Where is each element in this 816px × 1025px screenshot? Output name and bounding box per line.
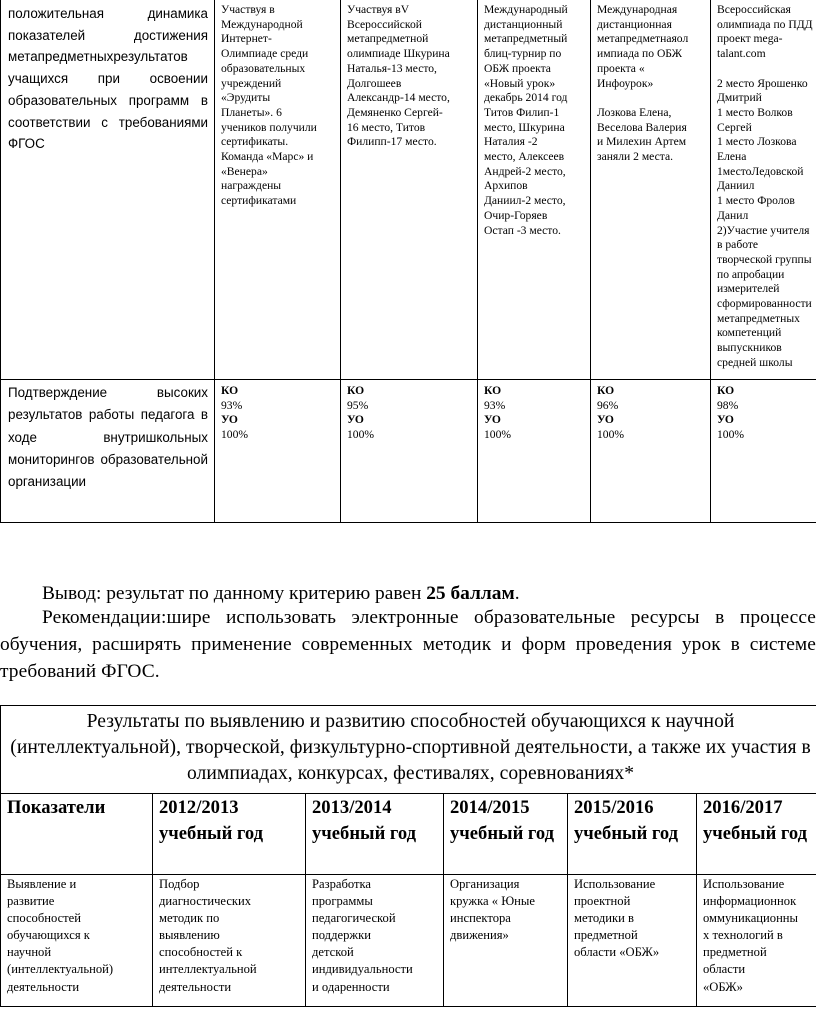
cell-line: развитие [7, 894, 55, 909]
cell-line: деятельности [7, 979, 80, 994]
cell-line: информационнок [703, 894, 797, 909]
cell-line: области [703, 962, 746, 977]
ko-label: КО [484, 384, 502, 397]
cell-line: оммуникационны [703, 911, 799, 926]
cell-line: награждены [221, 179, 282, 193]
cell-line: выявлению [159, 928, 220, 943]
cell-line: образовательных [221, 61, 306, 75]
cell-line: Всероссийской [347, 17, 422, 31]
cell-line: творческой группы [717, 252, 812, 266]
cell-line: Лозкова Елена, [597, 105, 672, 119]
ko-value: 93% [221, 398, 243, 412]
cell-line: Участвуя вV [347, 3, 410, 16]
cell-line: «Новый урок» [484, 76, 556, 90]
cell-line: Александр-14 место, [347, 91, 450, 105]
cell-line: Филипп-17 место. [347, 135, 437, 149]
monitoring-cell-5 [711, 380, 816, 523]
table-row [1, 0, 816, 380]
ko-label: КО [347, 384, 365, 397]
cell-line: Использование [574, 877, 656, 891]
cell-line: Наталья-13 место, [347, 61, 437, 75]
monitoring-cell-2 [341, 380, 478, 523]
cell-line: метапредметнаяол [597, 32, 689, 46]
cell-line: Даниил-2 место, [484, 194, 566, 208]
score-value: 25 баллам [426, 583, 515, 604]
uo-label: УО [347, 413, 364, 427]
cell-line: импиада по ОБЖ [597, 47, 683, 61]
cell-line: программы [312, 894, 373, 909]
cell-line: Участвуя в [221, 3, 275, 16]
result-cell-2 [341, 0, 478, 380]
year-result-cell [306, 875, 444, 1007]
monitoring-cell-3 [478, 380, 591, 523]
conclusion-end: . [514, 583, 520, 604]
indicator-cell [1, 875, 153, 1007]
result-cell-5 [711, 0, 816, 380]
conclusion-paragraph [0, 580, 816, 607]
header-indicators: Показатели [1, 794, 153, 875]
cell-line: дистанционная [597, 17, 672, 31]
ko-value: 98% [717, 398, 739, 412]
cell-line: научной [7, 945, 52, 960]
uo-label: УО [717, 413, 734, 427]
header-school-year: 2013/2014 учебный год [306, 794, 444, 875]
header-school-year: 2015/2016 учебный год [568, 794, 697, 875]
cell-line: «Эрудиты [221, 91, 271, 105]
cell-line: Наталия -2 [484, 135, 538, 149]
cell-line: Веселова Валерия [597, 120, 687, 134]
cell-line: измерителей [717, 282, 780, 296]
result-cell-3 [478, 0, 591, 380]
cell-line: Интернет- [221, 32, 272, 46]
cell-line: педагогической [312, 911, 396, 926]
cell-line: олимпиаде Шкурина [347, 47, 450, 61]
cell-line: «Венера» [221, 164, 268, 178]
abilities-table [0, 705, 816, 1007]
result-cell-4 [591, 0, 711, 380]
cell-line: заняли 2 места. [597, 150, 674, 164]
cell-line: предметной [703, 945, 767, 960]
cell-line: способностей [7, 911, 82, 926]
year-result-cell [444, 875, 568, 1007]
cell-line: talant.com [717, 47, 766, 61]
cell-line: методики в [574, 911, 634, 926]
cell-line: способностей к [159, 945, 243, 960]
cell-line: области «ОБЖ» [574, 945, 660, 960]
ko-label: КО [717, 384, 735, 397]
cell-line: Остап -3 место. [484, 223, 561, 237]
cell-line: и Милехин Артем [597, 135, 687, 149]
ko-value: 95% [347, 398, 369, 412]
uo-value: 100% [597, 428, 625, 442]
table-row [1, 875, 816, 1007]
cell-line: метапредметных [717, 311, 800, 325]
ko-label: КО [221, 384, 239, 397]
year-result-cell [697, 875, 816, 1007]
ko-label: КО [597, 384, 615, 397]
cell-line: Очир-Горяев [484, 208, 548, 222]
cell-line: метапредметной [347, 32, 429, 46]
cell-line: проектной [574, 894, 631, 909]
cell-line: место, Шкурина [484, 120, 565, 134]
uo-value: 100% [347, 428, 375, 442]
uo-label: УО [484, 413, 501, 427]
conclusion-text: Вывод: результат по данному критерию равен [42, 583, 427, 604]
cell-line: 1 место Волков [717, 105, 793, 119]
criterion-text: положительная динамика показателей достижения метапредметныхрезультатов учащихся при освоении образовательных программ в соответствии с требованиями ФГОС [8, 6, 208, 152]
cell-line: 2 место Ярошенко [717, 76, 808, 90]
cell-line: Титов Филип-1 [484, 105, 560, 119]
cell-line: Выявление и [7, 877, 77, 891]
criterion-cell [1, 380, 215, 523]
cell-line: 16 место, Титов [347, 120, 426, 134]
cell-line: Архипов [484, 179, 528, 193]
cell-line: место, Алексеев [484, 150, 565, 164]
uo-value: 100% [221, 428, 249, 442]
cell-line: деятельности [159, 979, 232, 994]
cell-line: Сергей [717, 120, 752, 134]
cell-line: индивидуальности [312, 962, 413, 977]
cell-line: Данил [717, 208, 749, 222]
cell-line: метапредметный [484, 32, 568, 46]
cell-line: дистанционный [484, 17, 563, 31]
cell-line: компетенций [717, 326, 782, 340]
cell-line: и одаренности [312, 979, 390, 994]
cell-line: 1 место Фролов [717, 194, 795, 208]
monitoring-cell-4 [591, 380, 711, 523]
cell-line: проект mega- [717, 32, 783, 46]
year-result-cell [568, 875, 697, 1007]
uo-value: 100% [484, 428, 512, 442]
cell-line: выпускников [717, 341, 782, 355]
cell-line: Команда «Марс» и [221, 150, 314, 164]
cell-line: Международный [484, 3, 568, 16]
header-school-year: 2016/2017 учебный год [697, 794, 816, 875]
cell-line: декабрь 2014 год [484, 91, 568, 105]
cell-line: (интеллектуальной) [7, 962, 114, 977]
ko-value: 96% [597, 398, 619, 412]
cell-line: сформированности [717, 297, 812, 311]
cell-line [717, 62, 816, 77]
monitoring-cell-1 [215, 380, 341, 523]
recommendation-paragraph: Рекомендации:шире использовать электронные образовательные ресурсы в процессе обучения, расширять применение современных методик и форм проведения урок в системе требований ФГОС. [0, 607, 816, 682]
cell-line: учеников получили [221, 120, 317, 134]
result-cell-1 [215, 0, 341, 380]
cell-line: 1 место Лозкова [717, 135, 797, 149]
cell-line: Всероссийская [717, 3, 791, 16]
cell-line: инспектора [450, 911, 511, 926]
uo-label: УО [597, 413, 614, 427]
table-header-row [1, 794, 816, 875]
criterion-text: Подтверждение высоких результатов работы педагога в ходе внутришкольных мониторингов образовательной организации [8, 385, 208, 490]
cell-line: х технологий в [703, 928, 783, 943]
cell-line: Олимпиаде среди [221, 47, 309, 61]
year-result-cell [153, 875, 306, 1007]
cell-line: «ОБЖ» [703, 979, 743, 994]
cell-line [597, 91, 705, 106]
cell-line: 2)Участие учителя [717, 223, 810, 237]
cell-line: предметной [574, 928, 638, 943]
cell-line: кружка « Юные [450, 894, 535, 909]
cell-line: сертификаты. [221, 135, 289, 149]
cell-line: Международной [221, 17, 303, 31]
header-school-year: 2012/2013 учебный год [153, 794, 306, 875]
header-school-year: 2014/2015 учебный год [444, 794, 568, 875]
ko-value: 93% [484, 398, 506, 412]
table-row [1, 380, 816, 523]
cell-line: Даниил [717, 179, 755, 193]
cell-line: поддержки [312, 928, 371, 943]
cell-line: Международная [597, 3, 678, 16]
cell-line: по апробации [717, 267, 785, 281]
cell-line: Использование [703, 877, 785, 891]
cell-line: ОБЖ проекта [484, 61, 551, 75]
cell-line: методик по [159, 911, 220, 926]
criterion-cell [1, 0, 215, 380]
cell-line: Долгошеев [347, 76, 402, 90]
cell-line: интеллектуальной [159, 962, 257, 977]
cell-line: диагностических [159, 894, 252, 909]
cell-line: Дмитрий [717, 91, 762, 105]
cell-line: средней школы [717, 355, 793, 369]
cell-line: Разработка [312, 877, 372, 891]
cell-line: сертификатами [221, 194, 297, 208]
cell-line: Демяненко Сергей- [347, 105, 443, 119]
cell-line: Подбор [159, 877, 200, 891]
cell-line: Елена [717, 150, 747, 164]
cell-line: движения» [450, 928, 509, 943]
cell-line: обучающихся к [7, 928, 90, 943]
cell-line: учреждений [221, 76, 282, 90]
table-caption: Результаты по выявлению и развитию способностей обучающихся к научной (интеллектуальной), творческой, физкультурно-спортивной деятельности, а также их участия в олимпиадах, конкурсах, фестивалях, соревнованиях* [1, 706, 816, 794]
table-caption-row [1, 706, 816, 794]
uo-label: УО [221, 413, 238, 427]
cell-line: блиц-турнир по [484, 47, 562, 61]
cell-line: Инфоурок» [597, 76, 654, 90]
cell-line: Организация [450, 877, 520, 891]
cell-line: в работе [717, 238, 759, 252]
uo-value: 100% [717, 428, 745, 442]
cell-line: Андрей-2 место, [484, 164, 566, 178]
cell-line: олимпиада по ПДД [717, 17, 813, 31]
cell-line: 1местоЛедовской [717, 164, 804, 178]
cell-line: проекта « [597, 61, 645, 75]
cell-line: детской [312, 945, 354, 960]
cell-line: Планеты». 6 [221, 105, 282, 119]
